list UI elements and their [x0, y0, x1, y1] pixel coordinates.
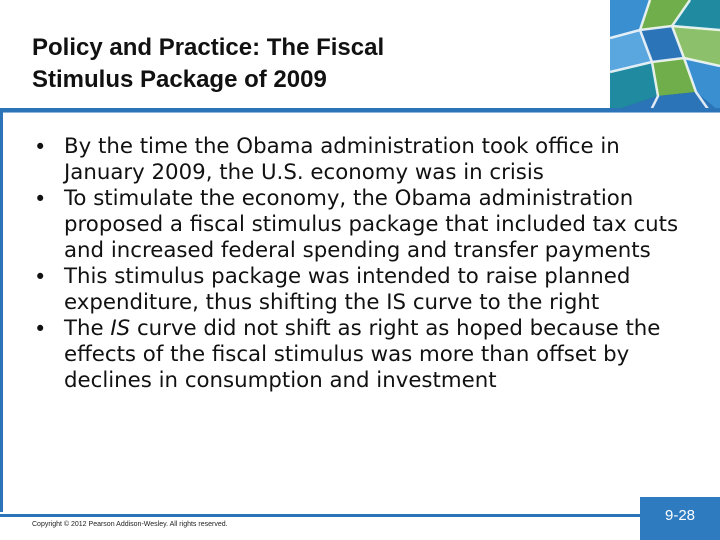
bullet-item: [30, 316, 700, 394]
copyright-text: Copyright © 2012 Pearson Addison-Wesley. All rights reserved.: [32, 521, 228, 528]
bullet-item: [30, 264, 700, 316]
slide-title: [32, 32, 592, 96]
title-line-2: Stimulus Package of 2009: [32, 66, 327, 93]
footer-line: [0, 514, 640, 517]
bullet-text: To stimulate the economy, the Obama administration proposed a fiscal stimulus package that included tax cuts and increased federal spending and transfer payments: [64, 186, 679, 263]
corner-art-decoration: [610, 0, 720, 112]
left-border: [0, 112, 3, 512]
bullet-text: By the time the Obama administration took office in January 2009, the U.S. economy was in crisis: [64, 134, 620, 185]
bullet-item: [30, 186, 700, 264]
bullet-text: This stimulus package was intended to raise planned expenditure, thus shifting the IS curve to the right: [64, 264, 631, 315]
header-divider-thin: [0, 112, 720, 113]
bullet-text-before: The: [64, 316, 111, 341]
bullet-marker: •: [34, 135, 47, 159]
title-area: [0, 0, 610, 108]
bullet-item: [30, 134, 700, 186]
bullet-text-after: curve did not shift as right as hoped because the effects of the fiscal stimulus was more than offset by declines in consumption and investment: [64, 316, 661, 393]
bullet-marker: •: [34, 187, 47, 211]
bullet-list: [30, 134, 700, 394]
bullet-marker: •: [34, 317, 47, 341]
bullet-marker: •: [34, 265, 47, 289]
page-number: 9-28: [664, 507, 696, 524]
bullet-text-italic: IS: [110, 316, 131, 341]
title-line-1: Policy and Practice: The Fiscal: [32, 34, 385, 61]
